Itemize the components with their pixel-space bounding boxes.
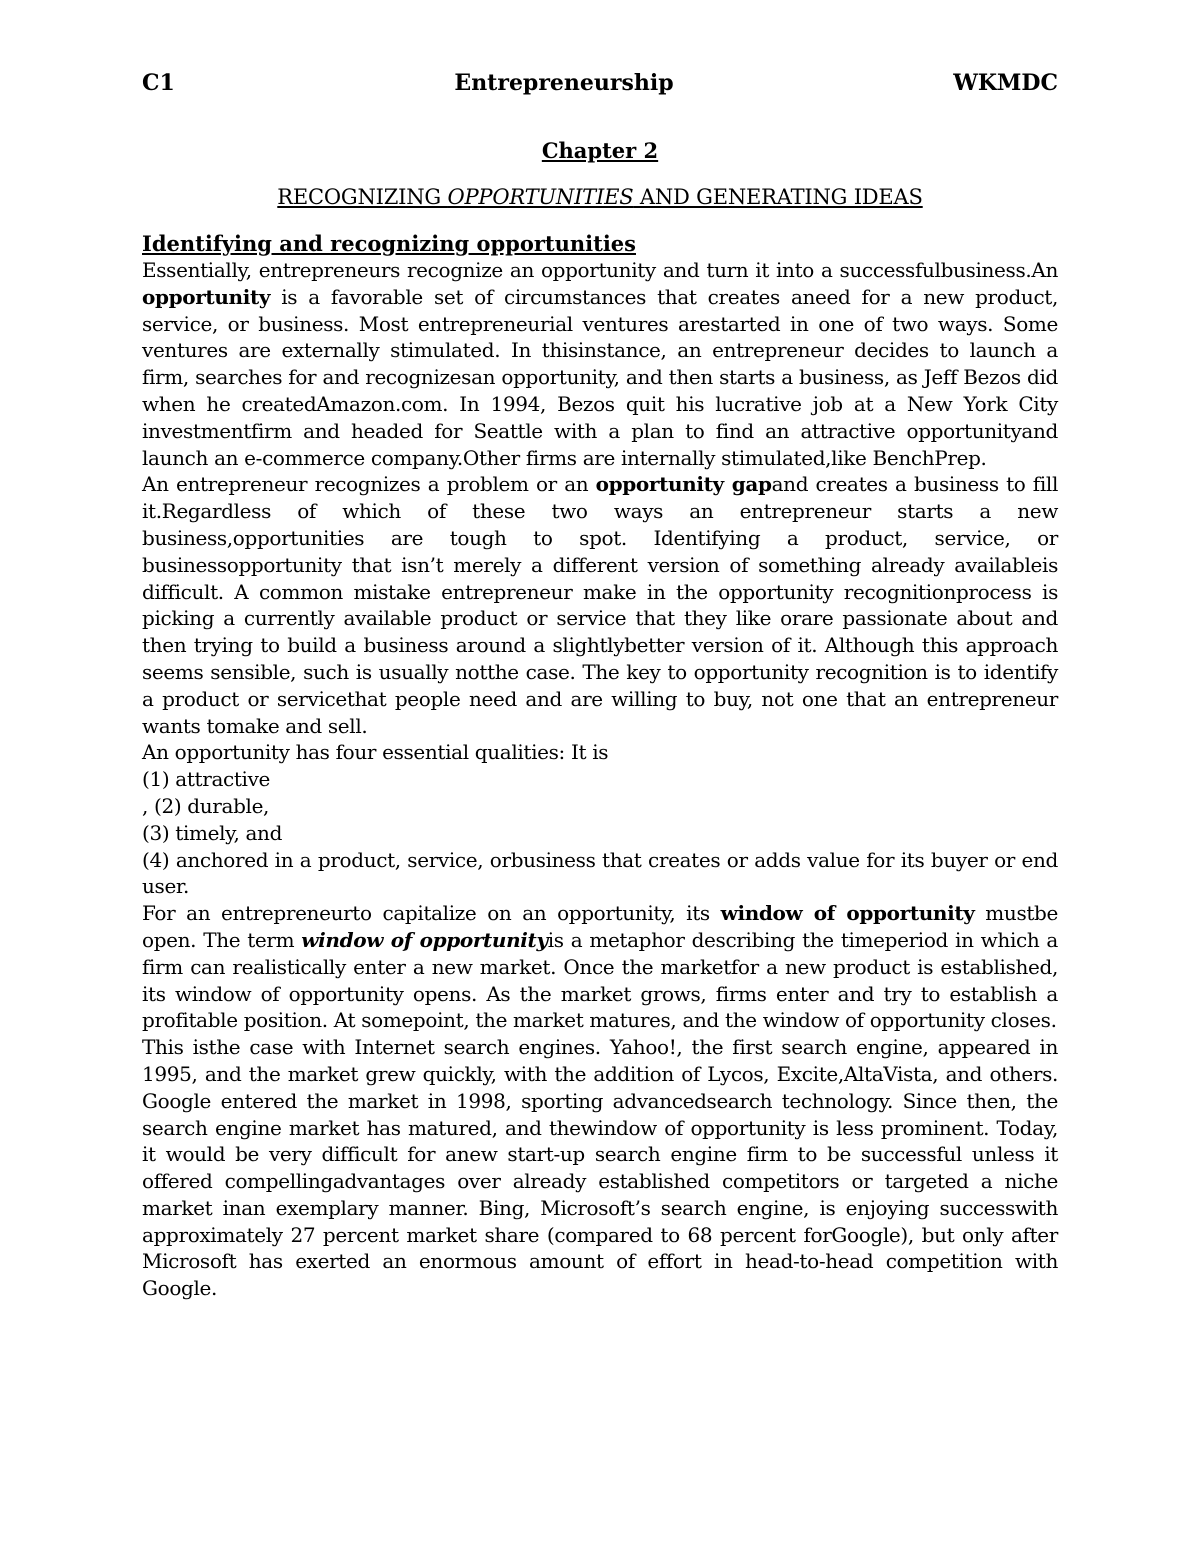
chapter-title-part-3: AND GENERATING IDEAS: [633, 185, 923, 209]
paragraph-search-engines: This isthe case with Internet search engines. Yahoo!, the first search engine, appeared in 1995, and the market grew quickly, with the addition of Lycos, Excite,AltaVista, and others. Google entered the market in 1998, sporting advancedsearch technology. Since then, the search engine market has matured, and thewindow of opportunity is less prominent. Today, it would be very difficult for anew start-up search engine firm to be successful unless it offered compellingadvantages over already established competitors or targeted a niche market inan exemplary manner. Bing, Microsoft’s search engine, is enjoying successwith approximately 27 percent market share (compared to 68 percent forGoogle), but only after Microsoft has exerted an enormous amount of effort in head-to-head competition with Google.: [142, 1035, 1058, 1301]
header-subject: Entrepreneurship: [454, 70, 674, 96]
header-institution: WKMDC: [953, 70, 1058, 96]
quality-item-1: (1) attractive: [142, 767, 271, 792]
page-header: [142, 70, 1058, 106]
p3-text-c: mustbe open. The term: [142, 901, 1058, 952]
p1-text-a: Essentially, entrepreneurs recognize an opportunity and turn it into a successfulbusiness.An: [142, 258, 1058, 282]
qualities-intro: An opportunity has four essential qualities: It is: [142, 740, 609, 765]
p2-text-c: and creates a business to fill it.Regardless of which of these two ways an entrepreneur starts a new business,opportunities are tough to spot. Identifying a product, service, or businessopportunity that isn’t merely a different version of something already availableis difficult. A common mistake entrepreneur make in the opportunity recognitionprocess is picking a currently available product or service that they like orare passionate about and then trying to build a business around a slightlybetter version of it. Although this approach seems sensible, such is usually notthe case. The key to opportunity recognition is to identify a product or servicethat people need and are willing to buy, not one that an entrepreneur wants tomake and sell.: [142, 472, 1058, 738]
quality-item-4: (4) anchored in a product, service, orbusiness that creates or adds value for its buyer or end user.: [142, 847, 1058, 899]
p3-text-a: For an entrepreneurto capitalize on an opportunity, its: [142, 901, 721, 926]
body-text: [142, 257, 1058, 1302]
chapter-title-emphasis: OPPORTUNITIES: [447, 185, 634, 209]
p3-term-window: window of opportunity: [720, 901, 975, 926]
paragraph-opportunity-gap: [142, 471, 1058, 739]
p1-term-opportunity: opportunity: [142, 284, 271, 309]
p3-text-e: is a metaphor describing the timeperiod in which a firm can realistically enter a new market. Once the marketfor a new product is established, its window of opportunity opens. As the market grows, firms enter and try to establish a profitable position. At somepoint, the market matures, and the window of opportunity closes.: [142, 927, 1058, 1033]
quality-item-3: (3) timely, and: [142, 820, 283, 845]
paragraph-opportunity-definition: [142, 257, 1058, 471]
paragraph-window-of-opportunity: [142, 900, 1058, 1034]
p2-term-opportunity-gap: opportunity gap: [595, 472, 772, 497]
chapter-title: [142, 185, 1058, 209]
chapter-label: Chapter 2: [541, 138, 659, 163]
p3-term-window-italic: window of opportunity: [301, 927, 548, 952]
header-course-code: C1: [142, 70, 175, 96]
quality-item-2: , (2) durable,: [142, 793, 270, 818]
section-heading: Identifying and recognizing opportunities: [142, 231, 636, 256]
chapter-title-part-1: RECOGNIZING: [277, 185, 448, 209]
p1-text-c: is a favorable set of circumstances that creates aneed for a new product, service, or business. Most entrepreneurial ventures arestarted in one of two ways. Some ventures are externally stimulated. In thisinstance, an entrepreneur decides to launch a firm, searches for and recognizesan opportunity, and then starts a business, as Jeff Bezos did when he createdAmazon.com. In 1994, Bezos quit his lucrative job at a New York City investmentfirm and headed for Seattle with a plan to find an attractive opportunityand launch an e-commerce company.Other firms are internally stimulated,like BenchPrep.: [142, 284, 1058, 470]
document-page: [142, 70, 1058, 1302]
p2-text-a: An entrepreneur recognizes a problem or an: [142, 472, 596, 497]
